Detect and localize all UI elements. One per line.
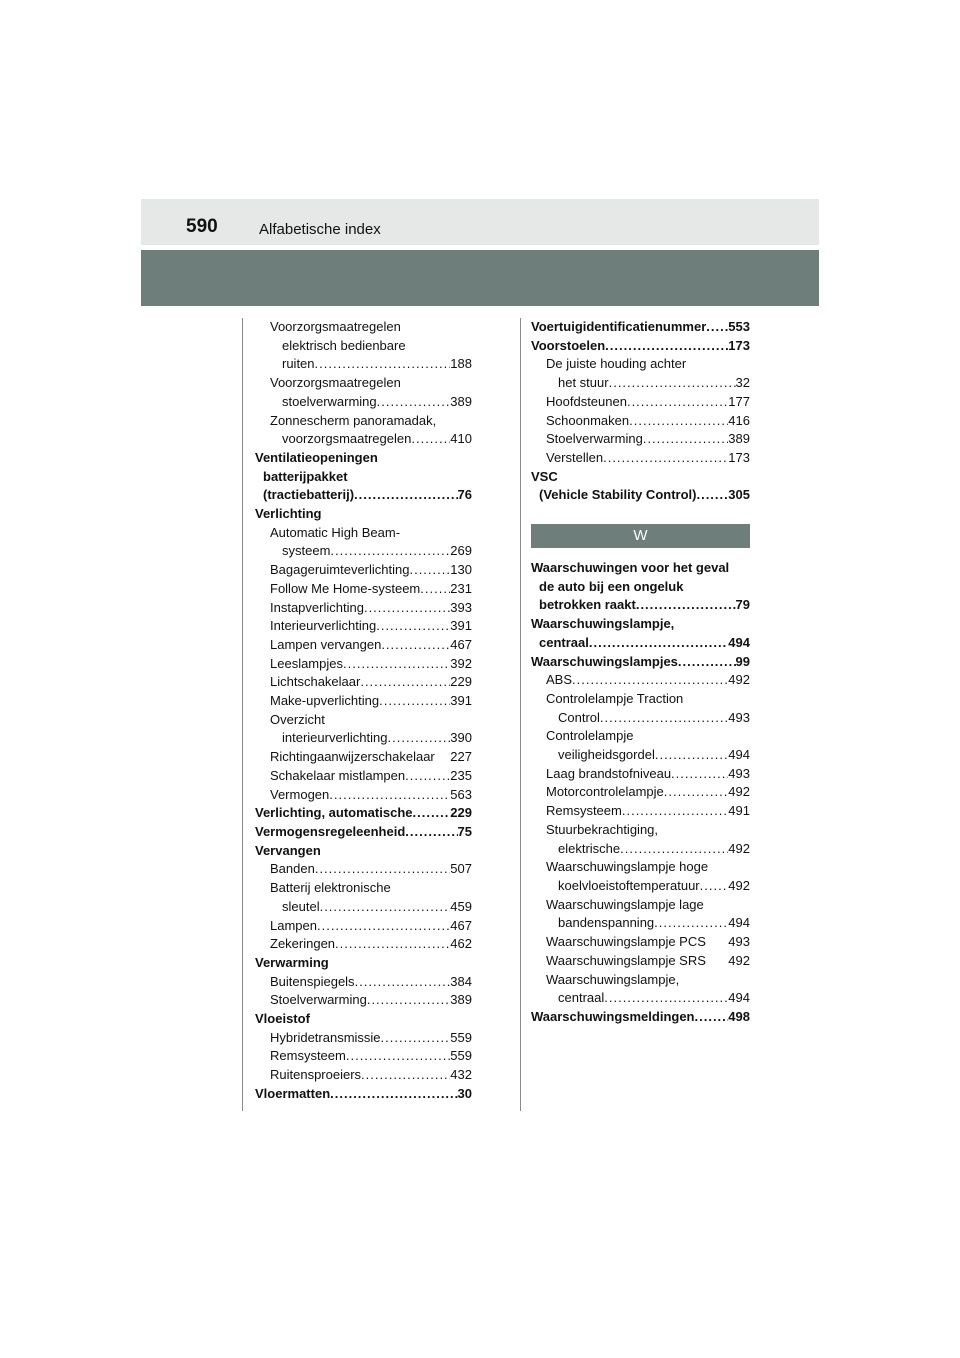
index-entry-page: 507 xyxy=(450,861,472,877)
index-entry-label: VSC xyxy=(531,468,558,484)
dot-leader xyxy=(643,430,728,449)
index-entry xyxy=(255,767,472,786)
index-entry xyxy=(255,748,472,767)
index-entry-label: interieurverlichting xyxy=(282,730,388,746)
index-entry xyxy=(531,337,750,356)
index-entry-page: 491 xyxy=(728,803,750,819)
index-entry-label: Laag brandstofniveau xyxy=(546,765,672,781)
dot-leader xyxy=(364,599,450,618)
index-entry-label: Voertuigidentificatienummer xyxy=(531,319,707,334)
dot-leader xyxy=(411,430,450,449)
index-entry-page: 459 xyxy=(450,898,472,914)
index-entry-page: 391 xyxy=(450,693,472,709)
index-entry-page: 393 xyxy=(450,599,472,615)
index-entry-label: het stuur xyxy=(558,375,609,391)
dot-leader xyxy=(329,786,450,805)
index-entry xyxy=(531,1008,750,1027)
index-entry xyxy=(255,1029,472,1048)
index-entry-page: 188 xyxy=(450,356,472,372)
index-entry-page: 416 xyxy=(728,412,750,428)
dot-leader xyxy=(603,449,728,468)
dot-leader xyxy=(330,1085,457,1104)
index-entry-label: voorzorgsmaatregelen xyxy=(282,431,412,447)
index-entry-page: 177 xyxy=(728,393,750,409)
dot-leader xyxy=(600,709,728,728)
index-entry xyxy=(531,412,750,431)
dot-leader xyxy=(315,860,450,879)
index-entry-label: stoelverwarming xyxy=(282,393,377,409)
dot-leader xyxy=(700,877,729,896)
index-entry xyxy=(531,783,750,802)
index-entry-page: 130 xyxy=(450,562,472,578)
index-entry-page: 229 xyxy=(450,805,472,821)
index-entry xyxy=(255,599,472,618)
dot-leader xyxy=(420,580,450,599)
index-entry-label: Verwarming xyxy=(255,954,329,970)
header-bar xyxy=(141,199,819,245)
dot-leader xyxy=(361,1066,450,1085)
index-entry-page: 391 xyxy=(450,618,472,634)
index-entry-page: 553 xyxy=(728,319,750,334)
index-entry-label: Waarschuwingslampje hoge xyxy=(546,859,709,875)
index-entry-page: 227 xyxy=(450,749,472,765)
dot-leader xyxy=(320,898,451,917)
dot-leader xyxy=(636,596,736,615)
index-entry-label: Waarschuwingen voor het geval xyxy=(531,560,730,576)
index-entry-label: elektrisch bedienbare xyxy=(282,337,406,353)
dot-leader xyxy=(346,1047,450,1066)
dot-leader xyxy=(315,355,451,374)
index-entry-label: bandenspanning xyxy=(558,915,655,931)
index-entry xyxy=(531,765,750,784)
index-entry-label: koelvloeistoftemperatuur xyxy=(558,877,700,893)
index-entry-page: 99 xyxy=(735,653,750,669)
index-entry-label: Follow Me Home-systeem xyxy=(270,580,421,596)
index-entry-label: ruiten xyxy=(282,356,315,372)
index-entry xyxy=(255,729,472,748)
dot-leader xyxy=(629,412,728,431)
index-entry-label: de auto bij een ongeluk xyxy=(539,578,684,594)
index-entry xyxy=(255,823,472,842)
index-entry-label: Waarschuwingslampje SRS xyxy=(546,952,706,968)
index-entry-label: sleutel xyxy=(282,898,320,914)
index-entry xyxy=(255,991,472,1010)
index-entry-label: ABS xyxy=(546,672,573,688)
index-entry-label: Verlichting, automatische xyxy=(255,805,413,821)
dot-leader xyxy=(604,989,728,1008)
index-entry-page: 494 xyxy=(728,990,750,1006)
index-entry-page: 30 xyxy=(457,1085,472,1101)
index-entry-page: 467 xyxy=(450,636,472,652)
index-entry-label: Waarschuwingslampje, xyxy=(546,971,680,987)
index-entry-page: 390 xyxy=(450,730,472,746)
letter-heading-w: W xyxy=(531,524,750,548)
index-entry-label: Leeslampjes xyxy=(270,655,343,671)
index-entry xyxy=(255,1066,472,1085)
index-entry-page: 498 xyxy=(728,1008,750,1024)
index-entry-label: Remsysteem xyxy=(546,803,622,819)
index-entry-label: Batterij elektronische xyxy=(270,880,391,896)
index-entry-label: Hoofdsteunen xyxy=(546,393,627,409)
index-entry-label: Hybridetransmissie xyxy=(270,1029,381,1045)
index-entry-label: Waarschuwingslampje PCS xyxy=(546,934,706,950)
dot-leader xyxy=(413,804,451,823)
index-entry-label: veiligheidsgordel xyxy=(558,747,655,763)
index-entry xyxy=(531,802,750,821)
index-entry xyxy=(531,933,750,952)
index-group-v xyxy=(531,318,750,505)
left-margin-rule xyxy=(242,318,243,1111)
index-entry-page: 410 xyxy=(450,431,472,447)
index-entry-page: 384 xyxy=(450,973,472,989)
index-entry xyxy=(255,973,472,992)
index-entry-label: Richtingaanwijzerschakelaar xyxy=(270,749,435,765)
index-entry xyxy=(531,709,750,728)
index-entry xyxy=(531,634,750,653)
dot-leader xyxy=(655,746,728,765)
index-entry xyxy=(255,860,472,879)
index-entry-label: centraal xyxy=(558,990,605,1006)
index-entry-label: Instapverlichting xyxy=(270,599,364,615)
index-entry-label: elektrische xyxy=(558,840,621,856)
index-entry xyxy=(531,374,750,393)
index-entry-page: 494 xyxy=(728,634,750,650)
index-entry xyxy=(255,692,472,711)
index-entry-label: Vloeistof xyxy=(255,1011,310,1027)
column-divider-rule xyxy=(520,318,521,1111)
dot-leader xyxy=(379,692,450,711)
index-entry xyxy=(531,393,750,412)
index-entry-page: 492 xyxy=(728,877,750,893)
index-entry xyxy=(255,935,472,954)
index-entry-label: Verlichting xyxy=(255,506,322,522)
dot-leader xyxy=(678,653,736,672)
index-entry-label: Waarschuwingsmeldingen xyxy=(531,1008,695,1024)
index-entry-label: Interieurverlichting xyxy=(270,618,377,634)
index-entry-page: 231 xyxy=(450,580,472,596)
index-entry xyxy=(255,617,472,636)
dot-leader xyxy=(367,991,450,1010)
index-entry-label: Vloermatten xyxy=(255,1085,331,1101)
index-entry xyxy=(531,840,750,859)
index-entry-label: Vervangen xyxy=(255,842,321,858)
index-entry-label: betrokken raakt xyxy=(539,597,636,613)
index-entry xyxy=(531,877,750,896)
index-entry-label: Controlelampje Traction xyxy=(546,690,684,706)
index-entry-label: Schakelaar mistlampen xyxy=(270,767,406,783)
index-entry xyxy=(531,318,750,337)
dot-leader xyxy=(696,486,728,505)
index-entry-label: Controlelampje xyxy=(546,728,634,744)
index-entry-label: Ruitensproeiers xyxy=(270,1067,362,1083)
index-entry-label: Lichtschakelaar xyxy=(270,674,361,690)
section-title: Alfabetische index xyxy=(259,221,381,238)
index-entry-label: Waarschuwingslampje, xyxy=(531,616,675,632)
index-entry-label: Stoelverwarming xyxy=(270,992,367,1008)
index-entry-page: 493 xyxy=(728,765,750,781)
dot-leader xyxy=(330,542,450,561)
index-entry-page: 432 xyxy=(450,1067,472,1083)
dot-leader xyxy=(671,765,728,784)
index-entry-label: Waarschuwingslampjes xyxy=(531,653,678,669)
dot-leader xyxy=(589,634,728,653)
index-entry-page: 389 xyxy=(450,393,472,409)
dot-leader xyxy=(343,655,450,674)
dot-leader xyxy=(381,1029,451,1048)
index-entry xyxy=(255,580,472,599)
index-entry-label: Zekeringen xyxy=(270,936,336,952)
index-entry xyxy=(255,430,472,449)
index-entry-label: Remsysteem xyxy=(270,1048,346,1064)
dot-leader xyxy=(605,337,728,356)
index-entry-page: 305 xyxy=(728,487,750,503)
index-entry-label: batterijpakket xyxy=(263,468,348,484)
index-entry-label: Voorzorgsmaatregelen xyxy=(270,375,401,391)
dot-leader xyxy=(627,393,728,412)
dot-leader xyxy=(360,673,450,692)
index-entry-page: 493 xyxy=(728,709,750,725)
index-entry-page: 229 xyxy=(450,674,472,690)
index-entry xyxy=(531,671,750,690)
index-entry-page: 559 xyxy=(450,1029,472,1045)
index-entry xyxy=(255,355,472,374)
dot-leader xyxy=(376,617,450,636)
page-number: 590 xyxy=(186,216,218,237)
index-entry xyxy=(255,636,472,655)
index-entry-label: Automatic High Beam- xyxy=(270,524,401,540)
index-column-right xyxy=(531,318,750,1027)
index-entry-page: 492 xyxy=(728,672,750,688)
index-entry-label: Lampen xyxy=(270,917,317,933)
dot-leader xyxy=(695,1008,729,1027)
index-entry xyxy=(531,449,750,468)
index-entry-page: 389 xyxy=(728,431,750,447)
index-entry-label: (tractiebatterij) xyxy=(263,487,355,503)
index-entry-label: Zonnescherm panoramadak, xyxy=(270,412,437,428)
dot-leader xyxy=(377,393,451,412)
index-entry-label: De juiste houding achter xyxy=(546,356,687,372)
index-entry xyxy=(255,1085,472,1104)
dot-leader xyxy=(654,914,728,933)
index-entry-label: Voorstoelen xyxy=(531,337,606,353)
index-entry-label: Voorzorgsmaatregelen xyxy=(270,319,401,334)
index-entry-label: Stoelverwarming xyxy=(546,431,643,447)
index-entry-page: 392 xyxy=(450,655,472,671)
index-entry xyxy=(255,655,472,674)
index-entry-page: 269 xyxy=(450,543,472,559)
index-entry-page: 235 xyxy=(450,767,472,783)
index-entry-page: 492 xyxy=(728,784,750,800)
dot-leader xyxy=(335,935,450,954)
index-entry-page: 563 xyxy=(450,786,472,802)
index-entry-label: Waarschuwingslampje lage xyxy=(546,896,704,912)
index-entry xyxy=(531,952,750,971)
index-entry-page: 32 xyxy=(735,375,750,391)
index-entry-label: Verstellen xyxy=(546,449,604,465)
index-entry-label: Overzicht xyxy=(270,711,325,727)
index-entry xyxy=(531,989,750,1008)
index-entry-page: 494 xyxy=(728,915,750,931)
index-entry-page: 79 xyxy=(735,597,750,613)
index-entry xyxy=(255,804,472,823)
index-entry-label: Banden xyxy=(270,861,315,877)
index-group-w xyxy=(531,559,750,1027)
index-entry-page: 467 xyxy=(450,917,472,933)
index-entry-label: Vermogen xyxy=(270,786,330,802)
index-entry-page: 76 xyxy=(457,487,472,503)
dot-leader xyxy=(409,561,450,580)
index-entry-label: Make-upverlichting xyxy=(270,693,380,709)
dot-leader xyxy=(388,729,451,748)
index-entry-label: Vermogensregeleenheid xyxy=(255,823,406,839)
index-column-left xyxy=(255,318,472,1104)
index-entry-page: 559 xyxy=(450,1048,472,1064)
dot-leader xyxy=(620,840,728,859)
dot-leader xyxy=(572,671,728,690)
index-entry-page: 462 xyxy=(450,936,472,952)
index-entry-label: Ventilatieopeningen xyxy=(255,449,378,465)
index-entry-page: 173 xyxy=(728,337,750,353)
index-entry-page: 492 xyxy=(728,952,750,968)
index-entry-page: 493 xyxy=(728,934,750,950)
index-entry xyxy=(255,898,472,917)
index-entry xyxy=(255,561,472,580)
index-entry-label: centraal xyxy=(539,634,589,650)
dot-leader xyxy=(664,783,729,802)
dot-leader xyxy=(622,802,728,821)
index-entry xyxy=(255,917,472,936)
index-entry-page: 173 xyxy=(728,449,750,465)
index-entry-label: Bagageruimteverlichting xyxy=(270,562,410,578)
index-entry-page: 492 xyxy=(728,840,750,856)
index-entry-page: 75 xyxy=(457,823,472,839)
index-entry-page: 389 xyxy=(450,992,472,1008)
index-entry-label: Control xyxy=(558,709,600,725)
index-entry xyxy=(255,1047,472,1066)
index-entry xyxy=(255,673,472,692)
dot-leader xyxy=(706,318,728,337)
index-entry xyxy=(255,542,472,561)
index-entry-label: Stuurbekrachtiging, xyxy=(546,821,659,837)
index-entry xyxy=(531,914,750,933)
index-entry-page: 494 xyxy=(728,747,750,763)
index-entry-label: (Vehicle Stability Control) xyxy=(539,487,697,503)
index-entry-label: systeem xyxy=(282,543,331,559)
dot-leader xyxy=(355,973,451,992)
index-entry xyxy=(255,786,472,805)
index-entry-label: Lampen vervangen xyxy=(270,636,382,652)
index-entry-label: Motorcontrolelampje xyxy=(546,784,664,800)
index-entry xyxy=(255,486,472,505)
dot-leader xyxy=(405,823,457,842)
index-entry xyxy=(531,596,750,615)
index-entry-label: Buitenspiegels xyxy=(270,973,355,989)
dot-leader xyxy=(381,636,450,655)
index-entry xyxy=(531,746,750,765)
dot-leader xyxy=(317,917,450,936)
index-entry-label: Schoonmaken xyxy=(546,412,630,428)
dot-leader xyxy=(405,767,450,786)
dot-leader xyxy=(609,374,736,393)
index-entry xyxy=(531,430,750,449)
dot-leader xyxy=(354,486,458,505)
index-entry xyxy=(255,393,472,412)
index-entry xyxy=(531,653,750,672)
header-band xyxy=(141,250,819,306)
index-entry xyxy=(531,486,750,505)
